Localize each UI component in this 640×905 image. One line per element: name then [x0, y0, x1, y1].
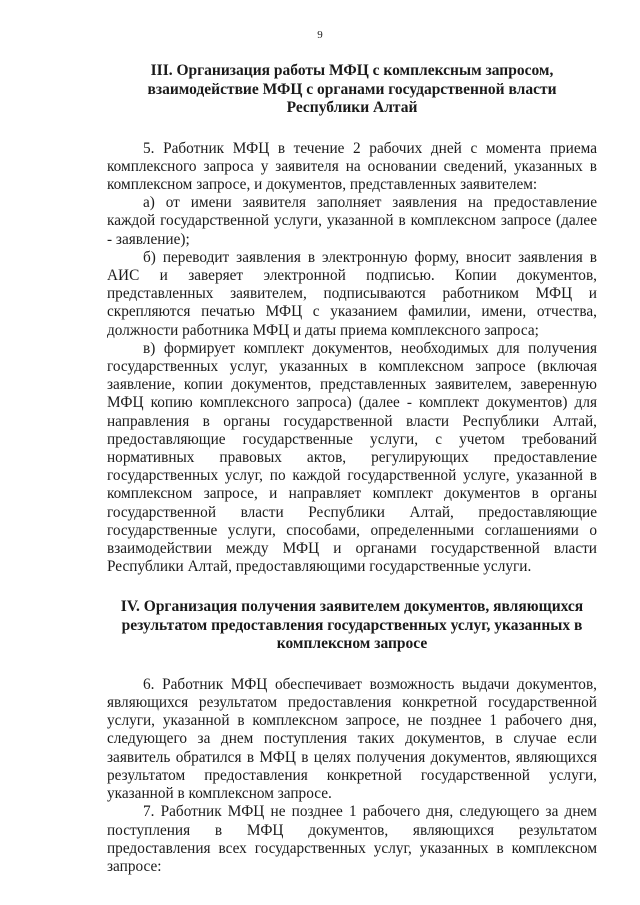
spacer [107, 118, 597, 140]
paragraph-7: 7. Работник МФЦ не позднее 1 рабочего дня, следующего за днем поступления в МФЦ документов, являющихся результатом предоставления всех государственных услуг, указанных в комплексном запросе: [107, 803, 597, 875]
paragraph-5v: в) формирует комплект документов, необходимых для получения государственных услуг, указанных в комплексном запросе (включая заявление, копии документов, представленных заявителем, заверенную МФЦ копию комплексного запроса) (далее - комплект документов) для направления в органы государственной власти Республики Алтай, предоставляющие государственные услуги, с учетом требований нормативных правовых актов, регулирующих предоставление государственных услуг, по каждой государственной услуге, указанной в комплексном запросе, и направляет комплект документов в органы государственной власти Республики Алтай, предоставляющие государственные услуги, способами, определенными соглашениями о взаимодействии между МФЦ и органами государственной власти Республики Алтай, предоставляющими государственные услуги. [107, 339, 597, 576]
document-body [107, 62, 597, 876]
paragraph-5: 5. Работник МФЦ в течение 2 рабочих дней с момента приема комплексного запроса у заявителя на основании сведений, указанных в комплексном запросе, и документов, представленных заявителем: [107, 139, 597, 193]
spacer [107, 576, 597, 598]
paragraph-5a: а) от имени заявителя заполняет заявления на предоставление каждой государственной услуги, указанной в комплексном запросе (далее - заявление); [107, 194, 597, 248]
spacer [107, 654, 597, 676]
paragraph-5b: б) переводит заявления в электронную форму, вносит заявления в АИС и заверяет электронной подписью. Копии документов, представленных заявителем, подписываются работником МФЦ и скрепляются печатью МФЦ с указанием фамилии, имени, отчества, должности работника МФЦ и даты приема комплексного запроса; [107, 248, 597, 339]
paragraph-6: 6. Работник МФЦ обеспечивает возможность выдачи документов, являющихся результатом предоставления конкретной государственной услуги, указанной в комплексном запросе, не позднее 1 рабочего дня, следующего за днем поступления таких документов, в случае если заявитель обратился в МФЦ в целях получения документов, являющихся результатом предоставления конкретной государственной услуги, указанной в комплексном запросе. [107, 675, 597, 803]
section-4-heading: IV. Организация получения заявителем документов, являющихся результатом предоставления государственных услуг, указанных в комплексном запросе [120, 598, 584, 653]
section-3-heading: III. Организация работы МФЦ с комплексным запросом, взаимодействие МФЦ с органами государственной власти Республики Алтай [147, 62, 557, 116]
page-number: 9 [317, 29, 323, 41]
